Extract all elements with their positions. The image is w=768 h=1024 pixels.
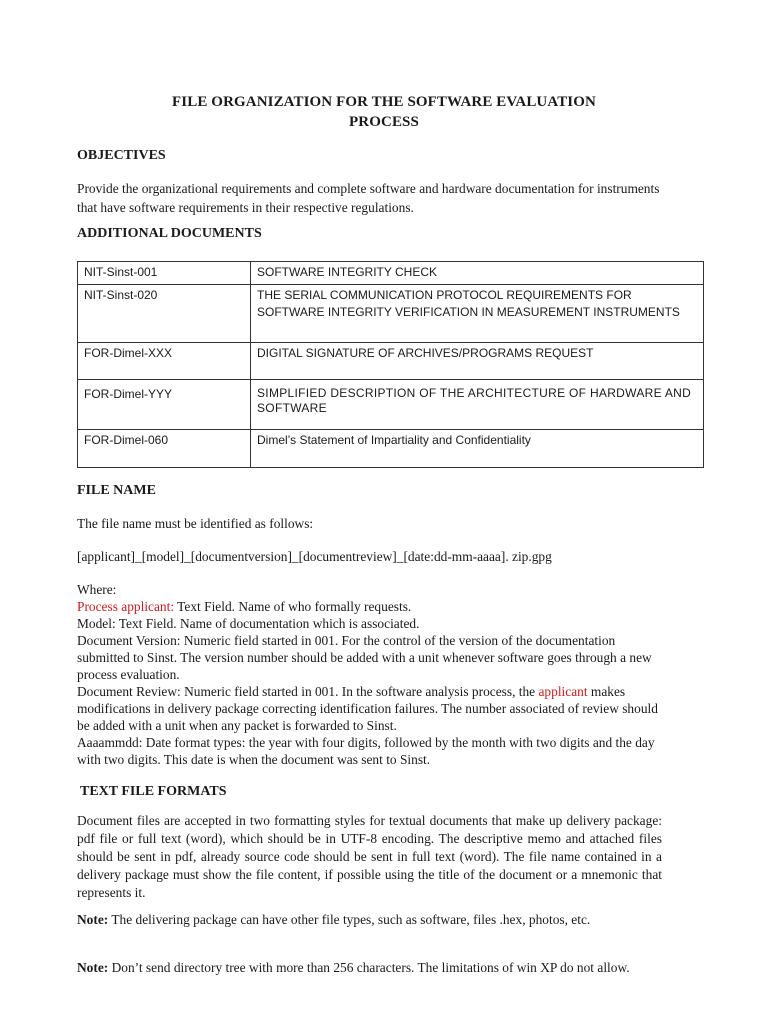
where-label: Where:	[77, 582, 117, 597]
doc-description: SOFTWARE INTEGRITY CHECK	[251, 262, 704, 285]
note-other-file-types	[77, 911, 662, 929]
text-file-formats-heading: TEXT FILE FORMATS	[80, 784, 227, 799]
applicant-label: Process applicant:	[77, 599, 175, 614]
doc-description: Dimel’s Statement of Impartiality and Confidentiality	[251, 429, 704, 467]
file-name-intro: The file name must be identified as follows:	[77, 516, 314, 531]
text-file-formats-text: Document files are accepted in two formatting styles for textual documents that make up delivery package: pdf file or full text (word), which should be in UTF-8 encoding. The descriptive memo and attached files should be sent in pdf, already source code should be sent in full text (word). The file name contained in a delivery package must show the file content, if possible using the title of the document or a mnemonic that represents it.	[77, 813, 662, 900]
note-directory-tree	[77, 959, 662, 977]
table-row	[78, 342, 704, 379]
table-row	[78, 284, 704, 342]
file-name-heading: FILE NAME	[77, 483, 156, 498]
table-row	[78, 262, 704, 285]
doc-description: SIMPLIFIED DESCRIPTION OF THE ARCHITECTURE OF HARDWARE AND SOFTWARE	[251, 379, 704, 429]
applicant-field-description	[77, 598, 662, 615]
file-name-pattern: [applicant]_[model]_[documentversion]_[documentreview]_[date:dd-mm-aaaa]. zip.gpg	[77, 549, 552, 564]
review-field-description	[77, 683, 662, 734]
table-row	[78, 429, 704, 467]
note-text: The delivering package can have other file types, such as software, files .hex, photos, etc.	[108, 912, 591, 927]
note-label: Note:	[77, 960, 109, 975]
file-name-fields	[77, 581, 662, 768]
doc-description: DIGITAL SIGNATURE OF ARCHIVES/PROGRAMS REQUEST	[251, 342, 704, 379]
doc-code: NIT-Sinst-020	[78, 284, 251, 342]
doc-code: NIT-Sinst-001	[78, 262, 251, 285]
additional-documents-heading: ADDITIONAL DOCUMENTS	[77, 226, 262, 241]
doc-code: FOR-Dimel-060	[78, 429, 251, 467]
document-title-line2: PROCESS	[349, 114, 419, 130]
note-label: Note:	[77, 912, 109, 927]
review-text-before: Document Review: Numeric field started in 001. In the software analysis process, the	[77, 684, 539, 699]
additional-documents-table	[77, 261, 704, 468]
model-field-description: Model: Text Field. Name of documentation which is associated.	[77, 616, 420, 631]
doc-code: FOR-Dimel-YYY	[78, 379, 251, 429]
objectives-heading: OBJECTIVES	[77, 148, 166, 163]
doc-code: FOR-Dimel-XXX	[78, 342, 251, 379]
date-field-description: Aaaammdd: Date format types: the year with four digits, followed by the month with two digits and the day with two digits. This date is when the document was sent to Sinst.	[77, 735, 655, 767]
review-applicant-word: applicant	[538, 684, 588, 699]
doc-description: THE SERIAL COMMUNICATION PROTOCOL REQUIREMENTS FOR SOFTWARE INTEGRITY VERIFICATION IN MEASUREMENT INSTRUMENTS	[251, 284, 704, 342]
table-row	[78, 379, 704, 429]
note-text: Don’t send directory tree with more than 256 characters. The limitations of win XP do not allow.	[108, 960, 630, 975]
version-field-description: Document Version: Numeric field started in 001. For the control of the version of the documentation submitted to Sinst. The version number should be added with a unit whenever software goes through a new process evaluation.	[77, 633, 652, 682]
applicant-text: Text Field. Name of who formally requests.	[174, 599, 412, 614]
document-title-line1: FILE ORGANIZATION FOR THE SOFTWARE EVALUATION	[172, 94, 596, 110]
review-text-after: makes modifications in delivery package correcting identification failures. The number associated of review should be added with a unit when any packet is forwarded to Sinst.	[77, 684, 658, 733]
objectives-text: Provide the organizational requirements and complete software and hardware documentation for instruments that have software requirements in their respective regulations.	[77, 181, 660, 215]
